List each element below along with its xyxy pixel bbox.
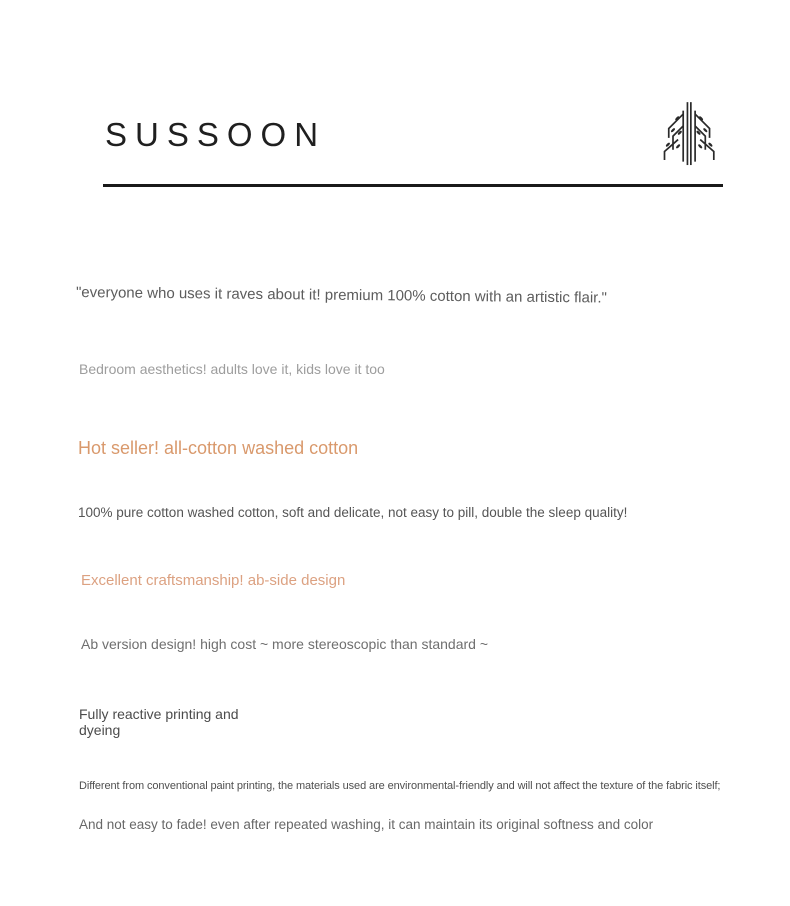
review-subtitle: Bedroom aesthetics! adults love it, kids love it too <box>79 361 385 377</box>
header-divider <box>103 184 723 187</box>
hot-seller-heading: Hot seller! all-cotton washed cotton <box>78 438 359 458</box>
reactive-printing-heading: Fully reactive printing and dyeing <box>79 706 239 738</box>
paint-printing-detail: Different from conventional paint printing, the materials used are environmental-friendly and will not affect the texture of the fabric itself; <box>79 780 721 792</box>
fade-resistance-note: And not easy to fade! even after repeated washing, it can maintain its original softness and color <box>79 817 654 832</box>
tree-icon <box>656 100 724 174</box>
hot-seller-body: 100% pure cotton washed cotton, soft and delicate, not easy to pill, double the sleep quality! <box>78 505 628 520</box>
customer-quote: "everyone who uses it raves about it! premium 100% cotton with an artistic flair." <box>75 284 607 307</box>
brand-logo: SUSSOON <box>105 116 327 153</box>
craftsmanship-body: Ab version design! high cost ~ more stereoscopic than standard ~ <box>81 636 489 652</box>
craftsmanship-heading: Excellent craftsmanship! ab-side design <box>81 572 346 589</box>
